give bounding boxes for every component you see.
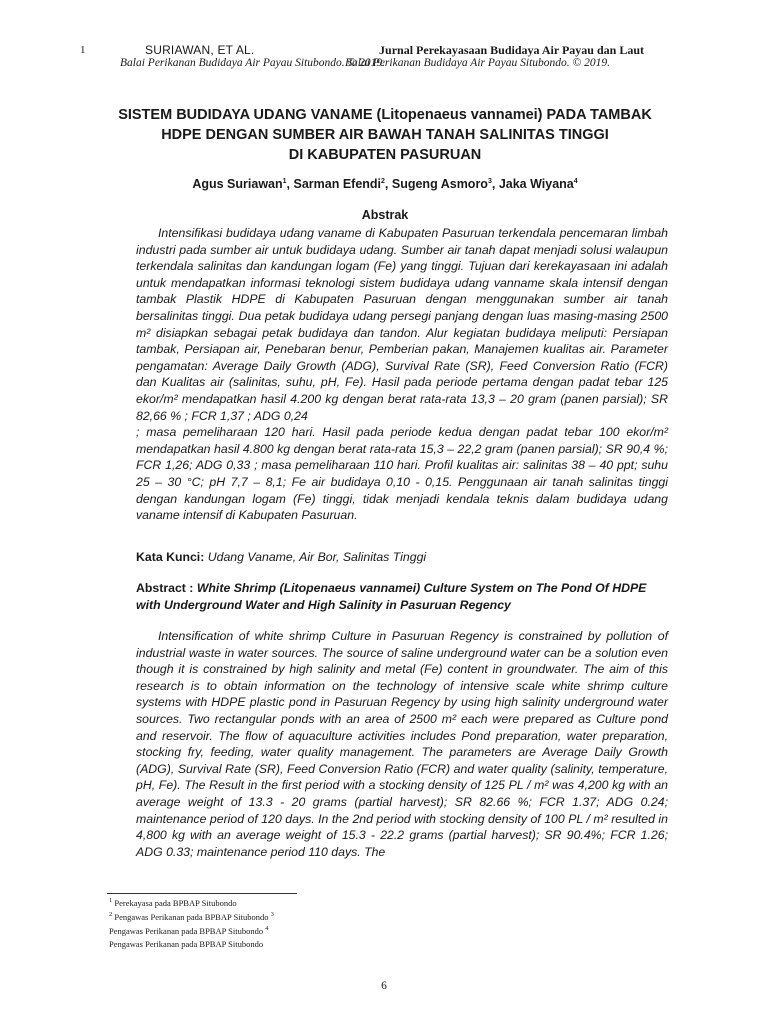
- footnote-marker: 4: [265, 925, 269, 932]
- abstrak-paragraph: Intensifikasi budidaya udang vaname di Kabupaten Pasuruan terkendala pencemaran limbah industri pada sumber air untuk budidaya udang. Sumber air tanah dapat menjadi solusi walaupun terkendala salinitas dan kandungan logam (Fe) yang tinggi. Tujuan dari kerekayasaan ini adalah untuk mendapatkan informasi teknologi sistem budidaya udang vanname skala intensif dengan tambak Plastik HDPE di Kabupaten Pasuruan dengan menggunakan sumber air tanah bersalinitas tinggi. Dua petak budidaya udang persegi panjang dengan luas masing-masing 2500 m² disiapkan sebagai petak budidaya dan tandon. Alur kegiatan budidaya meliputi: Persiapan tambak, Persiapan air, Penebaran benur, Pemberian pakan, Manajemen kualitas air. Parameter pengamatan: Average Daily Growth (ADG), Survival Rate (SR), Feed Conversion Ratio (FCR) dan Kualitas air (salinitas, suhu, pH, Fe). Hasil pada periode pertama dengan padat tebar 125 ekor/m² mendapatkan hasil 4.200 kg dengan berat rata-rata 13,3 – 20 gram (panen parsial); SR 82,66 % ; FCR 1,37 ; ADG 0,24: [136, 226, 668, 423]
- footnote-text: Pengawas Perikanan pada BPBAP Situbondo: [109, 939, 264, 949]
- english-abstract-paragraph: Intensification of white shrimp Culture in Pasuruan Regency is constrained by pollution of industrial waste in water sources. The source of saline underground water can be a solution even though it is constrained by high salinity and metal (Fe) content in groundwater. The aim of this research is to obtain information on the technology of intensive scale white shrimp culture systems with HDPE plastic pond in Pasuruan Regency by using high salinity underground water sources. Two rectangular ponds with an area of 2500 m² each were prepared as Culture pond and reservoir. The flow of aquaculture activities includes Pond preparation, water preparation, stocking fry, feeding, water quality management. The parameters are Average Daily Growth (ADG), Survival Rate (SR), Feed Conversion Ratio (FCR) and water quality (salinity, temperature, pH, Fe). The Result in the first period with a stocking density of 125 PL / m² was 4,200 kg with an average weight of 13.3 - 20 grams (partial harvest); SR 82.66 %; FCR 1.37; ADG 0.24; maintenance period of 120 days. In the 2nd period with stocking density of 100 PL / m² resulted in 4,800 kg with an average weight of 15.3 - 22.2 grams (partial harvest); SR 90.4%; FCR 1.26; ADG 0.33; maintenance period 110 days. The: [136, 629, 668, 859]
- footnote-4: [109, 939, 263, 949]
- journal-name: Jurnal Perekayasaan Budidaya Air Payau dan Laut: [379, 43, 644, 57]
- author-affiliation: 2: [381, 177, 385, 185]
- author-affiliation: 1: [282, 177, 287, 185]
- footnote-3: [109, 925, 268, 936]
- author-list: [90, 177, 680, 191]
- author-name: Agus Suriawan: [192, 177, 283, 191]
- footnote-text: Pengawas Perikanan pada BPBAP Situbondo: [109, 925, 266, 936]
- running-author: SURIAWAN, ET AL.: [145, 43, 255, 57]
- author-separator: ,: [286, 177, 294, 191]
- abstrak-body: [136, 225, 668, 524]
- title-line-3: DI KABUPATEN PASURUAN: [288, 147, 482, 163]
- abstrak-heading: Abstrak: [361, 208, 409, 222]
- publisher-line-right: Balai Perikanan Budidaya Air Payau Situbondo. © 2019.: [345, 57, 611, 69]
- author-name: Sugeng Asmoro: [391, 177, 488, 191]
- english-title: White Shrimp (Litopenaeus vannamei) Culture System on The Pond Of HDPE with Underground Water and High Salinity in Pasuruan Regency: [136, 581, 647, 612]
- footnote-2: [109, 911, 274, 922]
- paper-title: [90, 105, 680, 165]
- abstrak-paragraph-continued: ; masa pemeliharaan 120 hari. Hasil pada periode kedua dengan padat tebar 100 ekor/m² mendapatkan hasil 4.800 kg dengan berat rata-rata 15,3 – 22,2 gram (panen parsial); SR 90,4 %; FCR 1,26; ADG 0,33 ; masa pemeliharaan 110 hari. Profil kualitas air: salinitas 38 – 40 ppt; suhu 25 – 30 °C; pH 7,7 – 8,1; Fe air budidaya 0,10 - 0,15. Penggunaan air tanah salinitas tinggi dengan kandungan logam (Fe) tinggi, tidak menjadi kendala teknis dalam budidaya udang vaname intensif di Kabupaten Pasuruan.: [136, 425, 668, 523]
- author-name: Jaka Wiyana: [498, 177, 574, 191]
- author-separator: ,: [491, 177, 499, 191]
- author-name: Sarman Efendi: [293, 177, 382, 191]
- footnote-marker: 3: [270, 911, 274, 918]
- english-abstract-label: Abstract :: [136, 581, 197, 595]
- title-line-2: HDPE DENGAN SUMBER AIR BAWAH TANAH SALINITAS TINGGI: [161, 127, 609, 143]
- footnote-text: Perekayasa pada BPBAP Situbondo: [112, 897, 237, 908]
- footnote-1: [109, 897, 237, 908]
- english-abstract-title: [136, 580, 668, 613]
- keywords-label: Kata Kunci:: [136, 550, 205, 564]
- english-abstract-body: [136, 628, 668, 860]
- keywords: [136, 550, 426, 564]
- page-number-bottom: 6: [381, 980, 387, 992]
- title-line-1: SISTEM BUDIDAYA UDANG VANAME (Litopenaeus vannamei) PADA TAMBAK: [118, 107, 652, 123]
- footnote-divider: [107, 893, 297, 894]
- keywords-value: Udang Vaname, Air Bor, Salinitas Tinggi: [204, 550, 427, 564]
- footnote-marker: 1: [109, 897, 113, 904]
- footnote-text: Pengawas Perikanan pada BPBAP Situbondo: [112, 911, 271, 922]
- author-affiliation: 4: [573, 177, 578, 185]
- author-affiliation: 3: [487, 177, 492, 185]
- footnote-marker: 2: [109, 911, 113, 918]
- publisher-line-left: Balai Perikanan Budidaya Air Payau Situbondo. © 2019.: [120, 57, 386, 69]
- page-number-top: 1: [80, 44, 86, 56]
- author-separator: ,: [384, 177, 392, 191]
